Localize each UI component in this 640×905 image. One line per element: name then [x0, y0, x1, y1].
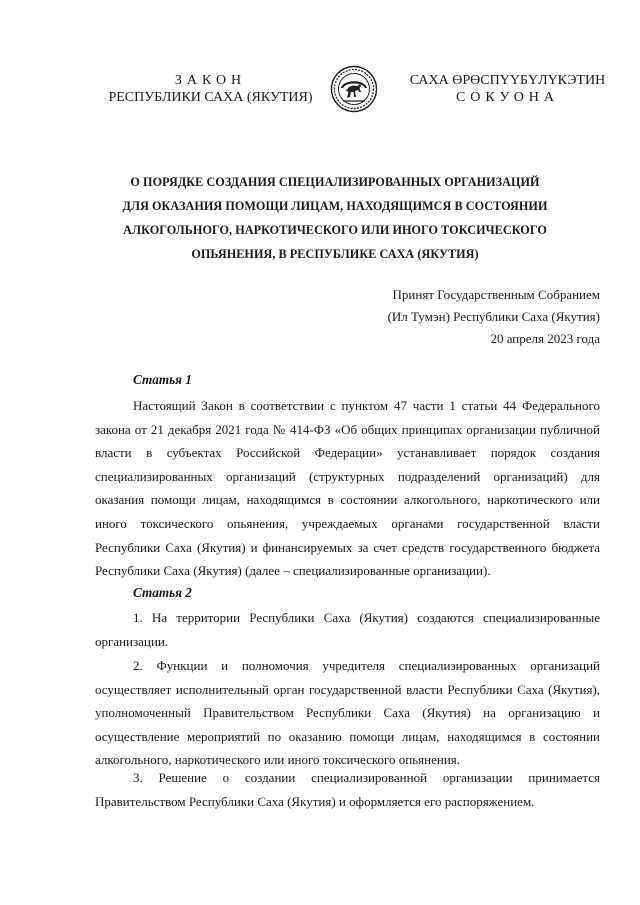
article-2-paragraph-2: 2. Функции и полномочия учредителя специализированных организаций осуществляет исполнительный орган государственной власти Республики Саха (Якутия), уполномоченный Правительством Республики Саха (Якутия) на организацию и осуществление мероприятий по оказанию помощи лицам, находящимся в состоянии алкогольного, наркотического или иного токсического опьянения.: [95, 658, 600, 768]
adoption-date: 20 апреля 2023 года: [490, 331, 600, 346]
article-2-paragraph-3: 3. Решение о создании специализированной организации принимается Правительством Республики Саха (Якутия) и оформляется его распоряжением.: [95, 770, 600, 809]
republic-name-yakut: САХА ӨРӨСПҮҮБҮЛҮКЭТИН: [409, 73, 606, 88]
article-1-heading: Статья 1: [133, 372, 192, 387]
republic-name-russian: РЕСПУБЛИКИ САХА (ЯКУТИЯ): [108, 90, 313, 105]
law-label-yakut: СОКУОНА: [455, 90, 560, 105]
title-line-3: АЛКОГОЛЬНОГО, НАРКОТИЧЕСКОГО ИЛИ ИНОГО ТОКСИЧЕСКОГО: [123, 223, 547, 237]
article-2-heading: Статья 2: [133, 585, 192, 600]
law-title: [110, 170, 560, 266]
law-header-russian: [108, 72, 313, 106]
article-1-text: Настоящий Закон в соответствии с пунктом 47 части 1 статьи 44 Федерального закона от 21 декабря 2021 года № 414-ФЗ «Об общих принципах организации публичной власти в субъектах Российской Федерации» устанавливает порядок создания специализированных организаций (структурных подразделений организаций) для оказания помощи лицам, находящимся в состоянии алкогольного, наркотического или иного токсического опьянения, учреждаемых органами государственной власти Республики Саха (Якутия) и финансируемых за счет средств государственного бюджета Республики Саха (Якутия) (далее – специализированные организации).: [95, 398, 600, 579]
title-line-2: ДЛЯ ОКАЗАНИЯ ПОМОЩИ ЛИЦАМ, НАХОДЯЩИМСЯ В СОСТОЯНИИ: [122, 199, 548, 213]
adoption-info: [388, 284, 600, 350]
coat-of-arms-icon: [330, 65, 378, 113]
law-label-russian: ЗАКОН: [174, 73, 247, 88]
law-header-yakut: [405, 72, 610, 106]
title-line-1: О ПОРЯДКЕ СОЗДАНИЯ СПЕЦИАЛИЗИРОВАННЫХ ОРГАНИЗАЦИЙ: [130, 175, 540, 189]
article-2-paragraph-1: 1. На территории Республики Саха (Якутия) создаются специализированные организации.: [95, 610, 600, 649]
adoption-line-2: (Ил Тумэн) Республики Саха (Якутия): [387, 309, 600, 324]
adoption-line-1: Принят Государственным Собранием: [392, 287, 600, 302]
title-line-4: ОПЬЯНЕНИЯ, В РЕСПУБЛИКЕ САХА (ЯКУТИЯ): [191, 247, 479, 261]
